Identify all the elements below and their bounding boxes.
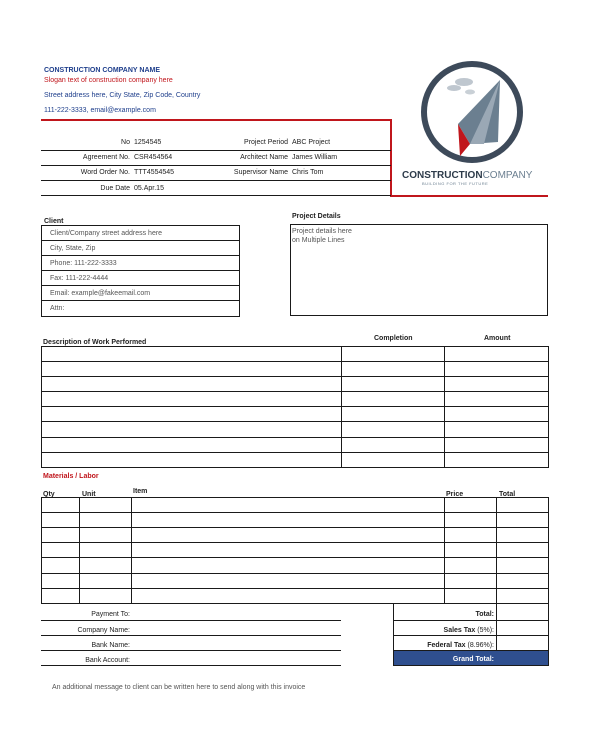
bank-account-label: Bank Account: [85, 657, 130, 664]
table-row [41, 588, 549, 589]
company-name: CONSTRUCTION COMPANY NAME [44, 67, 161, 74]
work-order-value: TTT4554545 [134, 169, 175, 176]
architect-label: Architect Name [240, 154, 288, 161]
supervisor-value: Chris Tom [292, 169, 324, 176]
logo-word-construction: CONSTRUCTION [402, 170, 483, 181]
company-slogan: Slogan text of construction company here [44, 77, 173, 84]
materials-qty-header: Qty [43, 491, 55, 498]
work-completion-header: Completion [374, 335, 413, 342]
client-city: City, State, Zip [50, 245, 96, 252]
table-row [41, 361, 549, 362]
total-label: Total: [475, 611, 494, 618]
work-table [41, 346, 549, 468]
table-row [41, 452, 549, 453]
materials-unit-header: Unit [82, 491, 96, 498]
no-label: No [121, 139, 130, 146]
header-divider-vertical [390, 119, 392, 196]
project-line-2: on Multiple Lines [292, 237, 345, 244]
no-value: 1254545 [134, 139, 162, 146]
company-logo [400, 52, 544, 190]
materials-price-header: Price [446, 491, 464, 498]
architect-value: James William [292, 154, 338, 161]
company-contact: 111-222-3333, email@example.com [44, 107, 156, 114]
federal-tax-label: Federal Tax [427, 642, 466, 649]
materials-total-header: Total [499, 491, 516, 498]
payment-to-field[interactable] [41, 620, 341, 621]
logo-tagline: BUILDING FOR THE FUTURE [422, 181, 489, 186]
company-address: Street address here, City State, Zip Code, Country [44, 92, 201, 99]
materials-item-header: Item [133, 488, 148, 495]
bank-account-field[interactable] [41, 665, 341, 666]
header-divider-bottom [390, 195, 548, 197]
bank-name-label: Bank Name: [91, 642, 130, 649]
agreement-value: CSR454564 [134, 154, 173, 161]
table-row [41, 527, 549, 528]
federal-tax-rate: (8.96%): [467, 642, 494, 649]
table-row [41, 421, 549, 422]
work-order-label: Word Order No. [80, 169, 130, 176]
table-row [41, 512, 549, 513]
due-date-label: Due Date [100, 185, 130, 192]
table-row [41, 391, 549, 392]
work-amount-header: Amount [484, 335, 511, 342]
project-heading: Project Details [292, 213, 341, 220]
table-row [41, 573, 549, 574]
table-row [41, 542, 549, 543]
company-name-label: Company Name: [77, 627, 130, 634]
project-period-value: ABC Project [292, 139, 331, 146]
client-phone: Phone: 111-222-3333 [50, 260, 117, 267]
client-heading: Client [44, 218, 64, 225]
footer-message: An additional message to client can be written here to send along with this invoice [52, 684, 306, 691]
work-desc-header: Description of Work Performed [43, 339, 147, 346]
sales-tax-rate: (5%): [477, 627, 494, 634]
logo-word-company: COMPANY [482, 170, 533, 181]
client-fax: Fax: 111-222-4444 [50, 275, 109, 282]
due-date-value: 05.Apr.15 [134, 185, 164, 192]
client-attn: Attn: [50, 305, 65, 312]
agreement-label: Agreement No. [82, 154, 130, 161]
project-line-1: Project details here [292, 228, 352, 235]
company-name-field[interactable] [41, 635, 341, 636]
grand-total-label: Grand Total: [452, 656, 494, 663]
client-address: Client/Company street address here [50, 230, 163, 237]
supervisor-label: Supervisor Name [233, 169, 288, 176]
materials-heading: Materials / Labor [43, 473, 99, 480]
table-row [41, 376, 549, 377]
sales-tax-label: Sales Tax [443, 627, 476, 634]
project-period-label: Project Period [244, 139, 288, 146]
bank-name-field[interactable] [41, 650, 341, 651]
table-row [41, 557, 549, 558]
payment-to-label: Payment To: [91, 611, 130, 618]
client-box [41, 225, 240, 317]
header-divider [41, 119, 391, 121]
table-row [41, 406, 549, 407]
client-email: Email: example@fakeemail.com [50, 290, 151, 297]
table-row [41, 437, 549, 438]
